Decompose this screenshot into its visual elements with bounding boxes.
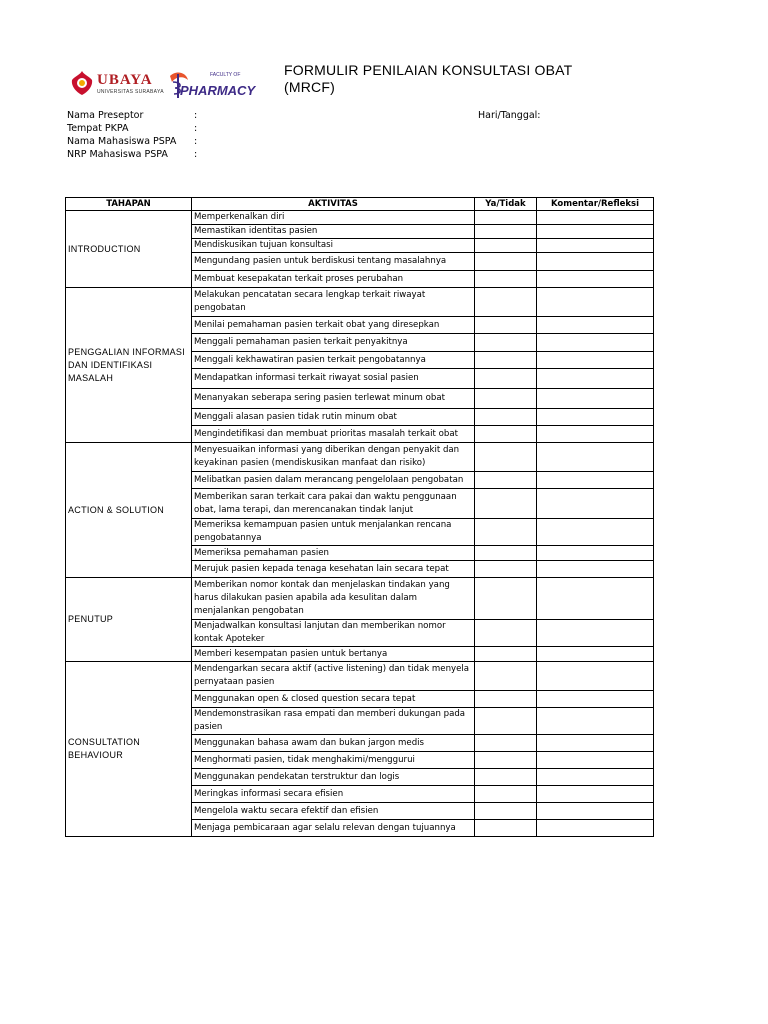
komentar-cell[interactable] [537, 489, 654, 519]
komentar-cell[interactable] [537, 786, 654, 803]
ya-tidak-cell[interactable] [475, 691, 537, 708]
info-fields [67, 109, 204, 161]
ya-tidak-cell[interactable] [475, 489, 537, 519]
komentar-cell[interactable] [537, 211, 654, 225]
komentar-cell[interactable] [537, 426, 654, 443]
komentar-cell[interactable] [537, 620, 654, 647]
ya-tidak-cell[interactable] [475, 211, 537, 225]
ya-tidak-cell[interactable] [475, 708, 537, 735]
komentar-cell[interactable] [537, 691, 654, 708]
info-colon: : [194, 110, 198, 121]
ya-tidak-cell[interactable] [475, 352, 537, 369]
komentar-cell[interactable] [537, 820, 654, 837]
stage-name: PENUTUP [66, 578, 192, 662]
ya-tidak-cell[interactable] [475, 561, 537, 578]
activity-text: Merujuk pasien kepada tenaga kesehatan lain secara tepat [192, 561, 475, 578]
komentar-cell[interactable] [537, 409, 654, 426]
komentar-cell[interactable] [537, 561, 654, 578]
komentar-cell[interactable] [537, 271, 654, 288]
info-label: Tempat PKPA [67, 123, 129, 134]
form-title: FORMULIR PENILAIAN KONSULTASI OBAT (MRCF) [284, 62, 573, 95]
activity-text: Menggunakan bahasa awam dan bukan jargon medis [192, 735, 475, 752]
komentar-cell[interactable] [537, 225, 654, 239]
komentar-cell[interactable] [537, 752, 654, 769]
stage-name: PENGGALIAN INFORMASI DAN IDENTIFIKASI MASALAH [66, 288, 192, 443]
info-label: NRP Mahasiswa PSPA [67, 149, 168, 160]
activity-text: Memberikan saran terkait cara pakai dan waktu penggunaan obat, lama terapi, dan merencanakan tindak lanjut [192, 489, 475, 519]
activity-text: Mendapatkan informasi terkait riwayat sosial pasien [192, 369, 475, 389]
ya-tidak-cell[interactable] [475, 472, 537, 489]
activity-text: Mengundang pasien untuk berdiskusi tentang masalahnya [192, 253, 475, 271]
ubaya-logo-subtitle: UNIVERSITAS SURABAYA [97, 89, 164, 95]
activity-text: Mengelola waktu secara efektif dan efisien [192, 803, 475, 820]
info-colon: : [194, 123, 198, 134]
table-header-row [66, 198, 654, 211]
column-header-ya-tidak: Ya/Tidak [475, 198, 537, 211]
activity-text: Menghormati pasien, tidak menghakimi/menggurui [192, 752, 475, 769]
ya-tidak-cell[interactable] [475, 334, 537, 352]
activity-text: Menggunakan pendekatan terstruktur dan logis [192, 769, 475, 786]
activity-text: Memastikan identitas pasien [192, 225, 475, 239]
komentar-cell[interactable] [537, 334, 654, 352]
table-row [66, 578, 654, 620]
komentar-cell[interactable] [537, 317, 654, 334]
komentar-cell[interactable] [537, 546, 654, 561]
ya-tidak-cell[interactable] [475, 443, 537, 472]
komentar-cell[interactable] [537, 519, 654, 546]
activity-text: Menggali alasan pasien tidak rutin minum obat [192, 409, 475, 426]
activity-text: Menjadwalkan konsultasi lanjutan dan memberikan nomor kontak Apoteker [192, 620, 475, 647]
ya-tidak-cell[interactable] [475, 426, 537, 443]
komentar-cell[interactable] [537, 708, 654, 735]
ya-tidak-cell[interactable] [475, 803, 537, 820]
ya-tidak-cell[interactable] [475, 409, 537, 426]
table-row [66, 211, 654, 225]
table-row [66, 288, 654, 317]
activity-text: Mendiskusikan tujuan konsultasi [192, 239, 475, 253]
info-label: Nama Preseptor [67, 110, 144, 121]
ya-tidak-cell[interactable] [475, 225, 537, 239]
activity-text: Menilai pemahaman pasien terkait obat yang diresepkan [192, 317, 475, 334]
activity-text: Membuat kesepakatan terkait proses perubahan [192, 271, 475, 288]
komentar-cell[interactable] [537, 389, 654, 409]
table-row [66, 443, 654, 472]
ya-tidak-cell[interactable] [475, 239, 537, 253]
info-row-nama-mahasiswa [67, 135, 204, 148]
column-header-tahapan: TAHAPAN [66, 198, 192, 211]
activity-text: Mendemonstrasikan rasa empati dan memberi dukungan pada pasien [192, 708, 475, 735]
info-colon: : [194, 149, 198, 160]
activity-text: Memberikan nomor kontak dan menjelaskan tindakan yang harus dilakukan pasien apabila ada kesulitan dalam menjalankan pengobatan [192, 578, 475, 620]
table-body [66, 211, 654, 837]
komentar-cell[interactable] [537, 472, 654, 489]
activity-text: Menggunakan open & closed question secara tepat [192, 691, 475, 708]
info-row-nrp [67, 148, 204, 161]
info-label: Nama Mahasiswa PSPA [67, 136, 177, 147]
activity-text: Menanyakan seberapa sering pasien terlewat minum obat [192, 389, 475, 409]
activity-text: Mengindetifikasi dan membuat prioritas masalah terkait obat [192, 426, 475, 443]
activity-text: Memeriksa pemahaman pasien [192, 546, 475, 561]
ya-tidak-cell[interactable] [475, 662, 537, 691]
activity-text: Meringkas informasi secara efisien [192, 786, 475, 803]
column-header-aktivitas: AKTIVITAS [192, 198, 475, 211]
komentar-cell[interactable] [537, 239, 654, 253]
activity-text: Menggali kekhawatiran pasien terkait pengobatannya [192, 352, 475, 369]
stage-name: ACTION & SOLUTION [66, 443, 192, 578]
komentar-cell[interactable] [537, 803, 654, 820]
activity-text: Memberi kesempatan pasien untuk bertanya [192, 647, 475, 662]
ya-tidak-cell[interactable] [475, 735, 537, 752]
ya-tidak-cell[interactable] [475, 253, 537, 271]
pharmacy-logo-text: PHARMACY [180, 83, 256, 98]
activity-text: Menggali pemahaman pasien terkait penyakitnya [192, 334, 475, 352]
date-label: Hari/Tanggal: [478, 110, 541, 121]
ya-tidak-cell[interactable] [475, 820, 537, 837]
ya-tidak-cell[interactable] [475, 546, 537, 561]
info-row-tempat [67, 122, 204, 135]
assessment-table [65, 197, 654, 837]
activity-text: Menyesuaikan informasi yang diberikan dengan penyakit dan keyakinan pasien (mendiskusikan manfaat dan risiko) [192, 443, 475, 472]
komentar-cell[interactable] [537, 288, 654, 317]
komentar-cell[interactable] [537, 662, 654, 691]
ya-tidak-cell[interactable] [475, 288, 537, 317]
komentar-cell[interactable] [537, 735, 654, 752]
logo-area [70, 70, 256, 100]
ya-tidak-cell[interactable] [475, 752, 537, 769]
activity-text: Memeriksa kemampuan pasien untuk menjalankan rencana pengobatannya [192, 519, 475, 546]
pharmacy-faculty-text: FACULTY OF [210, 72, 241, 78]
activity-text: Melibatkan pasien dalam merancang pengelolaan pengobatan [192, 472, 475, 489]
stage-name: CONSULTATION BEHAVIOUR [66, 662, 192, 837]
ya-tidak-cell[interactable] [475, 769, 537, 786]
ya-tidak-cell[interactable] [475, 271, 537, 288]
activity-text: Melakukan pencatatan secara lengkap terkait riwayat pengobatan [192, 288, 475, 317]
ya-tidak-cell[interactable] [475, 620, 537, 647]
ya-tidak-cell[interactable] [475, 369, 537, 389]
ya-tidak-cell[interactable] [475, 578, 537, 620]
info-colon: : [194, 136, 198, 147]
komentar-cell[interactable] [537, 443, 654, 472]
ubaya-logo-text: UBAYA [97, 72, 153, 88]
activity-text: Mendengarkan secara aktif (active listening) dan tidak menyela pernyataan pasien [192, 662, 475, 691]
activity-text: Memperkenalkan diri [192, 211, 475, 225]
info-row-preseptor [67, 109, 204, 122]
ubaya-emblem-icon [70, 70, 94, 96]
activity-text: Menjaga pembicaraan agar selalu relevan dengan tujuannya [192, 820, 475, 837]
column-header-komentar: Komentar/Refleksi [537, 198, 654, 211]
stage-name: INTRODUCTION [66, 211, 192, 288]
komentar-cell[interactable] [537, 578, 654, 620]
ya-tidak-cell[interactable] [475, 647, 537, 662]
komentar-cell[interactable] [537, 352, 654, 369]
komentar-cell[interactable] [537, 369, 654, 389]
komentar-cell[interactable] [537, 647, 654, 662]
table-row [66, 662, 654, 691]
ya-tidak-cell[interactable] [475, 317, 537, 334]
ya-tidak-cell[interactable] [475, 389, 537, 409]
komentar-cell[interactable] [537, 769, 654, 786]
ya-tidak-cell[interactable] [475, 519, 537, 546]
komentar-cell[interactable] [537, 253, 654, 271]
ya-tidak-cell[interactable] [475, 786, 537, 803]
